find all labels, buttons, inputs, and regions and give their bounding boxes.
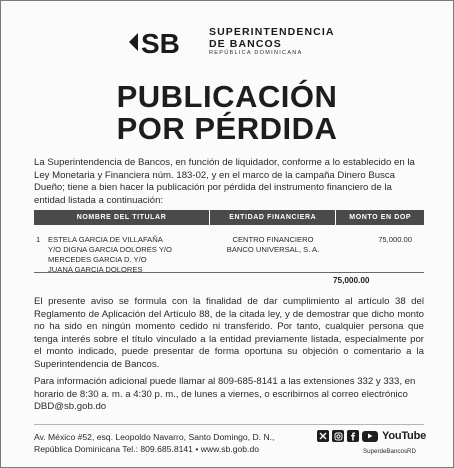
- header-entity: ENTIDAD FINANCIERA: [209, 210, 335, 225]
- address-line-2: República Dominicana Tel.: 809.685.8141 • www.sb.gob.do: [34, 444, 259, 454]
- youtube-icon[interactable]: [362, 431, 378, 442]
- contact-paragraph: Para información adicional puede llamar al 809-685-8141 a las extensiones 332 y 333, en horario de 8:30 a. m. a 4:30 p. m., de lunes a viernes, o escribirnos al correo electrónico DBD@sb.gob.do: [34, 376, 416, 412]
- title-line-2: POR PÉRDIDA: [116, 111, 338, 146]
- holder-name-line: MERCEDES GARCIA D. Y/O: [48, 255, 147, 264]
- table-row: [34, 235, 424, 275]
- logo-line-2: DE BANCOS: [209, 37, 282, 50]
- table-total: 75,000.00: [333, 276, 370, 285]
- row-holder-names: [48, 235, 210, 275]
- instagram-icon[interactable]: [332, 430, 344, 442]
- title-line-1: PUBLICACIÓN: [116, 79, 338, 114]
- table-header: [34, 210, 424, 225]
- holder-name-line: Y/O DIGNA GARCIA DOLORES Y/O: [48, 245, 172, 254]
- social-handle: SuperdeBancosRD: [363, 448, 416, 455]
- header-name: NOMBRE DEL TITULAR: [76, 214, 167, 221]
- row-number: 1: [36, 235, 41, 244]
- logo-line-1: SUPERINTENDENCIA: [209, 26, 335, 38]
- holder-name-line: JUANA GARCIA DOLORES: [48, 265, 143, 274]
- instrument-table: [34, 210, 424, 275]
- facebook-icon[interactable]: [347, 430, 359, 442]
- footer-address: [34, 431, 274, 455]
- logo: [129, 27, 335, 57]
- footer-divider: [34, 424, 424, 425]
- intro-paragraph: La Superintendencia de Bancos, en función de liquidador, conforme a lo establecido en la Ley Monetaria y Financiera núm. 183-02, y en el marco de la campaña Dinero Busca Dueño; tiene a bien hacer la publicación por pérdida del instrumento financiero de la entidad listada a continuación:: [34, 157, 415, 206]
- svg-text:SB: SB: [141, 27, 180, 56]
- page-title: [1, 81, 453, 145]
- notice-paragraph: El presente aviso se formula con la finalidad de dar cumplimiento al artículo 38 del Reglamento de Aplicación del Artículo 88, de la citada ley, y de demostrar que dicho monto no ha sido en ningún momento cedido ni transferido. Por tanto, cualquier persona que tenga interés sobre el título vinculado a la entidad previamente listada, especialmente por el monto indicado, puede presentar de forma oportuna su objeción o comentario a la Superintendencia de Bancos.: [34, 296, 424, 370]
- address-line-1: Av. México #52, esq. Leopoldo Navarro, Santo Domingo, D. N.,: [34, 432, 275, 442]
- header-amount: MONTO EN DOP: [335, 210, 424, 225]
- logo-line-3: REPÚBLICA DOMINICANA: [209, 50, 303, 56]
- row-amount: 75,000.00: [378, 235, 412, 244]
- table-bottom-rule: [34, 272, 424, 273]
- entity-line: CENTRO FINANCIERO: [232, 235, 314, 244]
- row-entity: [210, 235, 336, 275]
- logo-text: [209, 27, 335, 57]
- youtube-wordmark: YouTube: [382, 430, 427, 442]
- sb-logo-icon: [129, 28, 203, 56]
- x-icon[interactable]: [317, 430, 329, 442]
- entity-line: BANCO UNIVERSAL, S. A.: [226, 245, 320, 254]
- holder-name-line: ESTELA GARCIA DE VILLAFAÑA: [48, 235, 163, 244]
- social-links: [317, 430, 426, 442]
